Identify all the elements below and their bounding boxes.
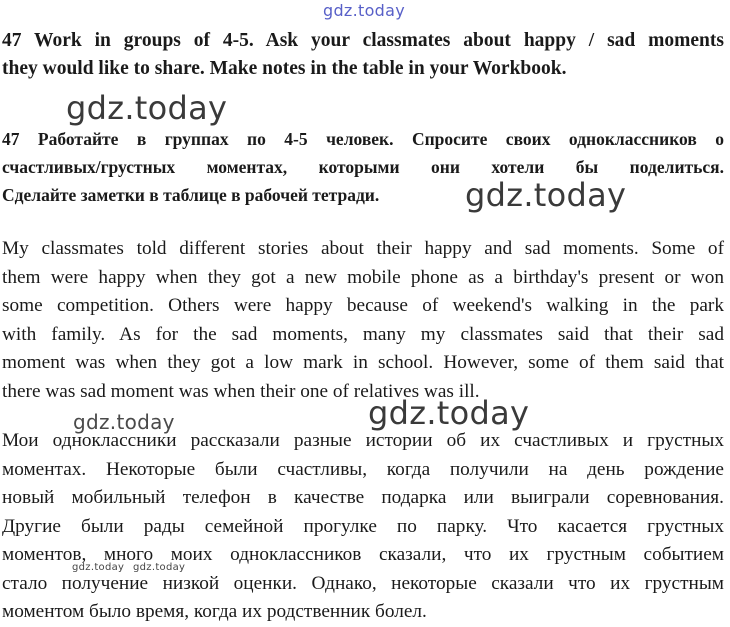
answer-english-line: with family. As for the sad moments, many my classmates said that their sad	[2, 323, 724, 345]
watermark-large: gdz.today	[368, 394, 530, 432]
answer-russian-line: Другие были рады семейной прогулке по парку. Что касается грустных	[2, 515, 724, 537]
task-russian-line: Сделайте заметки в таблице в рабочей тетради.	[2, 185, 380, 205]
answer-russian-line: моментом было время, когда их родственник болел.	[2, 601, 427, 622]
answer-english	[2, 235, 724, 407]
task-russian-line: счастливых/грустных моментах, которыми они хотели бы поделиться.	[2, 157, 724, 177]
watermark-small: gdz.today	[133, 562, 186, 573]
watermark-small: gdz.today	[72, 562, 125, 573]
answer-russian-line: моментах. Некоторые были счастливы, когда получили на день рождение	[2, 458, 724, 480]
watermark-large: gdz.today	[465, 176, 627, 214]
watermark-medium: gdz.today	[73, 410, 175, 434]
answer-english-line: My classmates told different stories about their happy and sad moments. Some of	[2, 238, 724, 259]
answer-russian	[2, 427, 724, 627]
watermark-top: gdz.today	[323, 1, 405, 20]
answer-russian-line: моментов, много моих одноклассников сказали, что их грустным событием	[2, 544, 724, 565]
answer-english-line: there was sad moment was when their one of relatives was ill.	[2, 380, 480, 402]
answer-english-line: them were happy when they got a new mobile phone as a birthday's present or won	[2, 266, 724, 288]
task-english-line: they would like to share. Make notes in the table in your Workbook.	[2, 58, 567, 79]
answer-english-line: moment was when they got a low mark in school. However, some of them said that	[2, 352, 724, 374]
task-russian-line: 47 Работайте в группах по 4-5 человек. Спросите своих одноклассников о	[2, 129, 724, 149]
answer-russian-line: Мои одноклассники рассказали разные истории об их счастливых и грустных	[2, 430, 724, 451]
answer-russian-line: стало получение низкой оценки. Однако, некоторые сказали что их грустным	[2, 572, 724, 594]
task-english	[2, 27, 724, 83]
task-english-line: 47 Work in groups of 4-5. Ask your classmates about happy / sad moments	[2, 30, 724, 51]
answer-russian-line: новый мобильный телефон в качестве подарка или выиграли соревнования.	[2, 487, 724, 508]
watermark-large: gdz.today	[66, 89, 228, 127]
answer-english-line: some competition. Others were happy because of weekend's walking in the park	[2, 295, 724, 317]
